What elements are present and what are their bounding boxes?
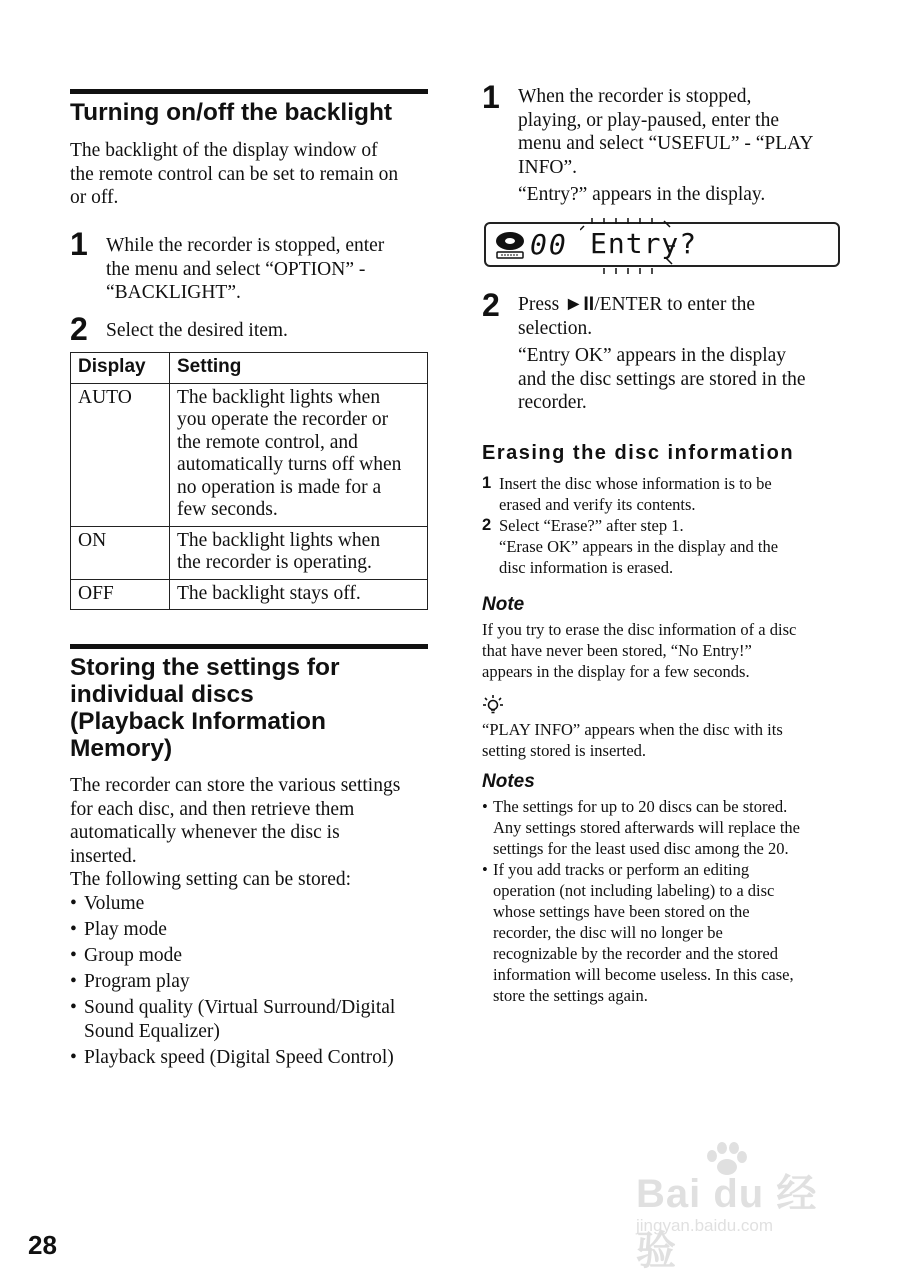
setting-cell: The backlight stays off. [170,579,428,610]
section-title-backlight: Turning on/off the backlight [70,99,393,126]
display-cell: OFF [71,579,170,610]
list-item: • Program play [70,970,428,994]
table-row [71,383,428,526]
section-title-erasing: Erasing the disc information [482,442,795,464]
display-cell: AUTO [71,383,170,526]
lcd-display [484,222,840,267]
setting-cell: The backlight lights when you operate the recorder or the remote control, and automatically turns off when no operation is made for a few seconds. [170,383,428,526]
section-title-playback-memory: Storing the settings for individual discs (Playback Information Memory) [70,654,340,762]
setting-cell: The backlight lights when the recorder is operating. [170,526,428,579]
list-item: • Playback speed (Digital Speed Control) [70,1046,428,1070]
note-text: If you try to erase the disc information of a disc that have never been stored, “No Entry!” appears in the display for a few seconds. [482,620,797,681]
playinfo-step-1: 1 When the recorder is stopped, playing, or play-paused, enter the menu and select “USEFUL” - “PLAY INFO”. “Entry?” appears in the display. [482,79,814,205]
backlight-step-1: 1 While the recorder is stopped, enter the menu and select “OPTION” - “BACKLIGHT”. [70,226,385,303]
note-heading: Note [482,594,525,615]
list-item: • Play mode [70,918,428,942]
list-item: • If you add tracks or perform an editing operation (not including labeling) to a disc whose settings have been stored on the recorder, the disc will no longer be recognizable by the recorder and the stored information will become useless. In this case, store the settings again. [482,859,838,1006]
play-pause-symbol: ►II [564,293,595,315]
tip-text: “PLAY INFO” appears when the disc with its setting stored is inserted. [482,720,783,760]
watermark-brand: Bai du 经验 [636,1172,818,1273]
erase-step-2: 2 Select “Erase?” after step 1. “Erase OK” appears in the display and the disc information is erased. [482,516,779,577]
backlight-step-2: 2 Select the desired item. [70,311,288,347]
step-number: 2 [482,287,500,323]
disc-icon [494,230,526,265]
list-item: • Group mode [70,944,428,968]
backlight-settings-table [70,352,428,610]
step-number: 1 [482,474,492,492]
list-item: • Sound quality (Virtual Surround/Digital Sound Equalizer) [70,996,428,1043]
table-header-row [71,353,428,384]
column-header-setting: Setting [170,353,428,384]
display-text: Entry? [590,227,698,260]
table-row [71,526,428,579]
lightbulb-icon [482,694,504,721]
step-number: 1 [70,226,88,262]
notes-list [482,796,838,1006]
step-number: 2 [70,311,88,347]
step-number: 1 [482,79,500,115]
section-rule [70,89,428,94]
playinfo-step-2: 2 Press ►II/ENTER to enter the selection. “Entry OK” appears in the display and the disc settings are stored in the recorder. [482,287,806,413]
step-number: 2 [482,516,492,534]
list-item: • The settings for up to 20 discs can be stored. Any settings stored afterwards will replace the settings for the least used disc among the 20. [482,796,838,859]
list-item: • Volume [70,892,428,916]
stored-settings-list [70,892,428,1072]
notes-heading: Notes [482,771,535,792]
page-number: 28 [28,1230,57,1260]
track-number: 00 [530,228,568,261]
baidu-watermark [636,1142,846,1273]
playback-memory-intro: The recorder can store the various settings for each disc, and then retrieve them automatically whenever the disc is inserted. The following setting can be stored: [70,775,401,890]
table-row [71,579,428,610]
erase-step-1: 1 Insert the disc whose information is to be erased and verify its contents. [482,474,772,514]
watermark-url: jingyan.baidu.com [636,1216,774,1235]
column-header-display: Display [71,353,170,384]
section-rule [70,644,428,649]
backlight-intro: The backlight of the display window of the remote control can be set to remain on or off. [70,140,399,208]
display-cell: ON [71,526,170,579]
